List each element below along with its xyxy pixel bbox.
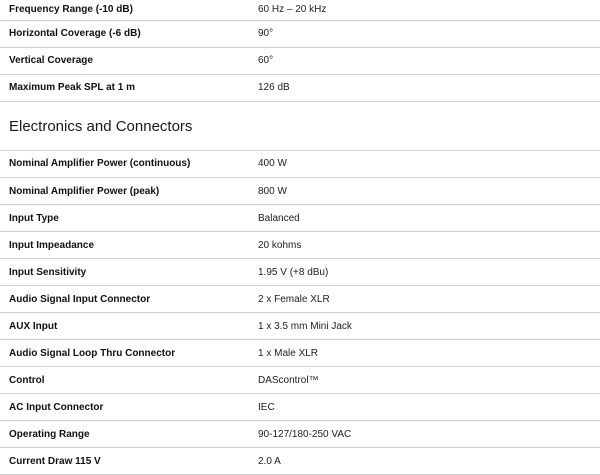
spec-label: Horizontal Coverage (-6 dB) [0, 20, 249, 47]
spec-label: Maximum Peak SPL at 1 m [0, 74, 249, 101]
spec-value: 800 W [249, 178, 600, 205]
spec-value: 400 W [249, 151, 600, 178]
spec-value: 1.95 V (+8 dBu) [249, 259, 600, 286]
spec-label: Operating Range [0, 421, 249, 448]
spec-row-vertical-coverage [0, 47, 600, 74]
spec-label: Audio Signal Loop Thru Connector [0, 340, 249, 367]
spec-label: Nominal Amplifier Power (continuous) [0, 151, 249, 178]
spec-value: Balanced [249, 205, 600, 232]
spec-label: AUX Input [0, 313, 249, 340]
spec-value: 20 kohms [249, 232, 600, 259]
spec-row-current-draw-115v [0, 448, 600, 475]
spec-value: 1 x 3.5 mm Mini Jack [249, 313, 600, 340]
spec-row-input-impedance [0, 232, 600, 259]
spec-row-horizontal-coverage [0, 20, 600, 47]
spec-value: 60 Hz – 20 kHz [249, 0, 600, 20]
spec-value: 2 x Female XLR [249, 286, 600, 313]
spec-row-max-peak-spl [0, 74, 600, 101]
spec-label: Input Type [0, 205, 249, 232]
spec-label: Audio Signal Input Connector [0, 286, 249, 313]
spec-value: 126 dB [249, 74, 600, 101]
spec-row-aux-input [0, 313, 600, 340]
spec-value: 2.0 A [249, 448, 600, 475]
spec-value: 60° [249, 47, 600, 74]
spec-row-input-type [0, 205, 600, 232]
spec-row-operating-range [0, 421, 600, 448]
spec-row-control [0, 367, 600, 394]
spec-row-frequency-range [0, 0, 600, 20]
spec-label: AC Input Connector [0, 394, 249, 421]
spec-label: Input Impeadance [0, 232, 249, 259]
spec-row-input-sensitivity [0, 259, 600, 286]
spec-row-amp-power-continuous [0, 151, 600, 178]
electronics-specs-table [0, 151, 600, 475]
spec-value: 1 x Male XLR [249, 340, 600, 367]
spec-label: Frequency Range (-10 dB) [0, 0, 249, 20]
spec-value: IEC [249, 394, 600, 421]
spec-label: Input Sensitivity [0, 259, 249, 286]
spec-row-audio-input-connector [0, 286, 600, 313]
spec-row-amp-power-peak [0, 178, 600, 205]
spec-value: 90-127/180-250 VAC [249, 421, 600, 448]
spec-value: 90° [249, 20, 600, 47]
spec-label: Nominal Amplifier Power (peak) [0, 178, 249, 205]
spec-label: Vertical Coverage [0, 47, 249, 74]
spec-value: DAScontrol™ [249, 367, 600, 394]
section-heading-electronics: Electronics and Connectors [0, 102, 600, 151]
spec-row-loop-thru-connector [0, 340, 600, 367]
spec-label: Current Draw 115 V [0, 448, 249, 475]
spec-label: Control [0, 367, 249, 394]
spec-row-ac-input-connector [0, 394, 600, 421]
acoustic-specs-table [0, 0, 600, 102]
